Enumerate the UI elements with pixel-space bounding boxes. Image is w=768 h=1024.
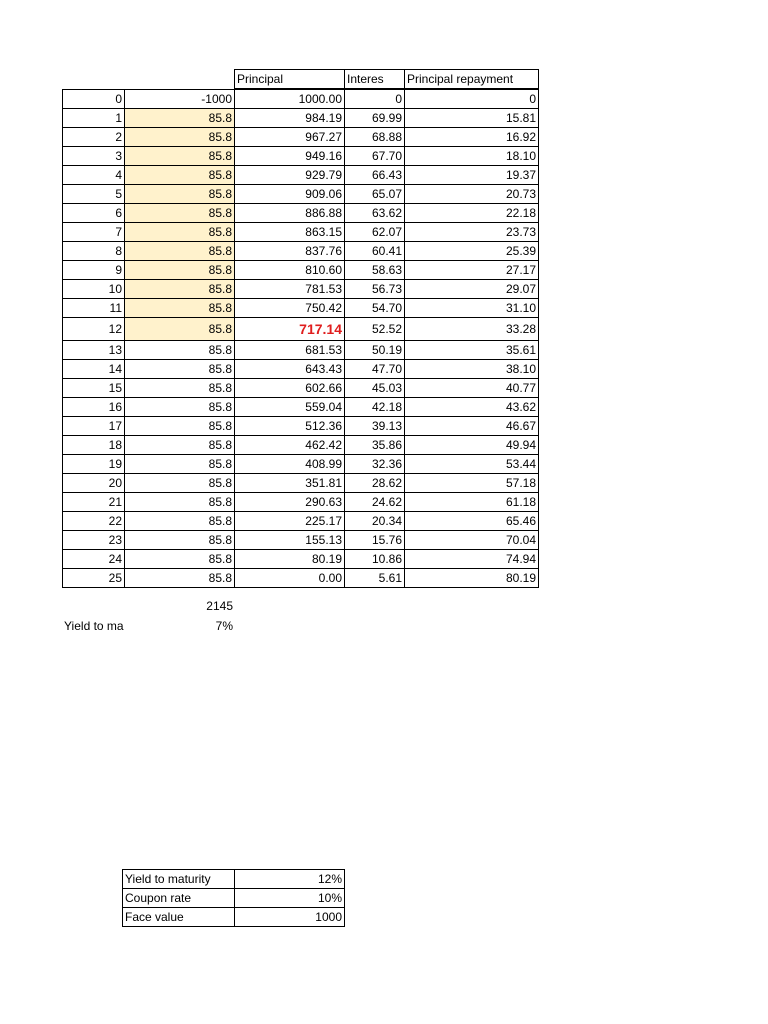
period-cell[interactable]: 8 — [62, 241, 125, 261]
param-coupon-label[interactable]: Coupon rate — [122, 888, 235, 908]
period-cell[interactable]: 20 — [62, 473, 125, 493]
repayment-cell[interactable]: 18.10 — [404, 146, 539, 166]
repayment-cell[interactable]: 38.10 — [404, 359, 539, 379]
interest-cell[interactable]: 39.13 — [344, 416, 405, 436]
interest-cell[interactable]: 69.99 — [344, 108, 405, 128]
period-cell[interactable]: 5 — [62, 184, 125, 204]
principal-cell[interactable]: 717.14 — [234, 317, 345, 341]
repayment-cell[interactable]: 65.46 — [404, 511, 539, 531]
principal-cell[interactable]: 351.81 — [234, 473, 345, 493]
period-cell[interactable]: 6 — [62, 203, 125, 223]
principal-cell[interactable]: 559.04 — [234, 397, 345, 417]
period-cell[interactable]: 11 — [62, 298, 125, 318]
interest-cell[interactable]: 5.61 — [344, 568, 405, 588]
repayment-cell[interactable]: 61.18 — [404, 492, 539, 512]
period-cell[interactable]: 15 — [62, 378, 125, 398]
cashflow-sum[interactable]: 2145 — [206, 599, 233, 613]
interest-cell[interactable]: 68.88 — [344, 127, 405, 147]
period-cell[interactable]: 7 — [62, 222, 125, 242]
cashflow-cell[interactable]: 85.8 — [124, 279, 235, 299]
period-cell[interactable]: 22 — [62, 511, 125, 531]
cashflow-cell[interactable]: 85.8 — [124, 435, 235, 455]
cashflow-cell[interactable]: 85.8 — [124, 416, 235, 436]
param-ytm-value[interactable]: 12% — [234, 869, 345, 889]
interest-cell[interactable]: 52.52 — [344, 317, 405, 341]
param-face-value[interactable]: 1000 — [234, 907, 345, 927]
principal-cell[interactable]: 929.79 — [234, 165, 345, 185]
repayment-cell[interactable]: 15.81 — [404, 108, 539, 128]
ytm-short-value[interactable]: 7% — [215, 619, 233, 633]
repayment-cell[interactable]: 31.10 — [404, 298, 539, 318]
repayment-cell[interactable]: 49.94 — [404, 435, 539, 455]
interest-cell[interactable]: 58.63 — [344, 260, 405, 280]
repayment-cell[interactable]: 19.37 — [404, 165, 539, 185]
cashflow-cell[interactable]: 85.8 — [124, 165, 235, 185]
cashflow-cell[interactable]: 85.8 — [124, 549, 235, 569]
cashflow-cell[interactable]: 85.8 — [124, 473, 235, 493]
principal-cell[interactable]: 967.27 — [234, 127, 345, 147]
period-cell[interactable]: 4 — [62, 165, 125, 185]
principal-cell[interactable]: 781.53 — [234, 279, 345, 299]
repayment-cell[interactable]: 53.44 — [404, 454, 539, 474]
interest-cell[interactable]: 47.70 — [344, 359, 405, 379]
repayment-cell[interactable]: 25.39 — [404, 241, 539, 261]
period-cell[interactable]: 2 — [62, 127, 125, 147]
cashflow-cell[interactable]: 85.8 — [124, 530, 235, 550]
repayment-cell[interactable]: 16.92 — [404, 127, 539, 147]
principal-cell[interactable]: 155.13 — [234, 530, 345, 550]
interest-cell[interactable]: 65.07 — [344, 184, 405, 204]
principal-cell[interactable]: 512.36 — [234, 416, 345, 436]
period-cell[interactable]: 13 — [62, 340, 125, 360]
cashflow-cell[interactable]: 85.8 — [124, 568, 235, 588]
interest-cell[interactable]: 32.36 — [344, 454, 405, 474]
interest-cell[interactable]: 60.41 — [344, 241, 405, 261]
principal-cell[interactable]: 863.15 — [234, 222, 345, 242]
repayment-cell[interactable]: 74.94 — [404, 549, 539, 569]
principal-cell[interactable]: 837.76 — [234, 241, 345, 261]
principal-cell[interactable]: 810.60 — [234, 260, 345, 280]
cashflow-cell[interactable]: 85.8 — [124, 222, 235, 242]
repayment-cell[interactable]: 46.67 — [404, 416, 539, 436]
principal-cell[interactable]: 886.88 — [234, 203, 345, 223]
cashflow-cell[interactable]: 85.8 — [124, 298, 235, 318]
interest-cell[interactable]: 50.19 — [344, 340, 405, 360]
principal-cell[interactable]: 681.53 — [234, 340, 345, 360]
interest-cell[interactable]: 28.62 — [344, 473, 405, 493]
cashflow-cell[interactable]: 85.8 — [124, 397, 235, 417]
interest-cell[interactable]: 63.62 — [344, 203, 405, 223]
repayment-cell[interactable]: 43.62 — [404, 397, 539, 417]
period-cell[interactable]: 19 — [62, 454, 125, 474]
header-interest[interactable]: Interes — [344, 69, 405, 89]
period-cell[interactable]: 14 — [62, 359, 125, 379]
repayment-cell[interactable]: 57.18 — [404, 473, 539, 493]
cashflow-cell[interactable]: 85.8 — [124, 359, 235, 379]
interest-cell[interactable]: 45.03 — [344, 378, 405, 398]
cashflow-cell[interactable]: 85.8 — [124, 241, 235, 261]
cashflow-cell[interactable]: 85.8 — [124, 492, 235, 512]
period-cell[interactable]: 21 — [62, 492, 125, 512]
period-cell[interactable]: 1 — [62, 108, 125, 128]
principal-cell[interactable]: 909.06 — [234, 184, 345, 204]
principal-cell[interactable]: 984.19 — [234, 108, 345, 128]
repayment-cell[interactable]: 35.61 — [404, 340, 539, 360]
cashflow-cell[interactable]: 85.8 — [124, 146, 235, 166]
interest-cell[interactable]: 42.18 — [344, 397, 405, 417]
period-cell[interactable]: 12 — [62, 317, 125, 341]
repayment-cell[interactable]: 27.17 — [404, 260, 539, 280]
principal-cell[interactable]: 225.17 — [234, 511, 345, 531]
period-cell[interactable]: 9 — [62, 260, 125, 280]
interest-cell[interactable]: 10.86 — [344, 549, 405, 569]
cashflow-cell[interactable]: 85.8 — [124, 317, 235, 341]
principal-cell[interactable]: 949.16 — [234, 146, 345, 166]
period-cell[interactable]: 10 — [62, 279, 125, 299]
repayment-cell[interactable]: 22.18 — [404, 203, 539, 223]
period-cell[interactable]: 0 — [62, 89, 125, 109]
period-cell[interactable]: 16 — [62, 397, 125, 417]
ytm-short-label[interactable]: Yield to ma — [64, 619, 124, 633]
cashflow-cell[interactable]: 85.8 — [124, 340, 235, 360]
period-cell[interactable]: 23 — [62, 530, 125, 550]
interest-cell[interactable]: 67.70 — [344, 146, 405, 166]
repayment-cell[interactable]: 23.73 — [404, 222, 539, 242]
param-face-label[interactable]: Face value — [122, 907, 235, 927]
principal-cell[interactable]: 750.42 — [234, 298, 345, 318]
principal-cell[interactable]: 462.42 — [234, 435, 345, 455]
interest-cell[interactable]: 66.43 — [344, 165, 405, 185]
cashflow-cell[interactable]: 85.8 — [124, 127, 235, 147]
interest-cell[interactable]: 20.34 — [344, 511, 405, 531]
cashflow-cell[interactable]: 85.8 — [124, 511, 235, 531]
header-principal[interactable]: Principal — [234, 69, 345, 89]
period-cell[interactable]: 24 — [62, 549, 125, 569]
interest-cell[interactable]: 15.76 — [344, 530, 405, 550]
period-cell[interactable]: 18 — [62, 435, 125, 455]
cashflow-cell[interactable]: 85.8 — [124, 108, 235, 128]
principal-cell[interactable]: 0.00 — [234, 568, 345, 588]
interest-cell[interactable]: 62.07 — [344, 222, 405, 242]
repayment-cell[interactable]: 20.73 — [404, 184, 539, 204]
principal-cell[interactable]: 80.19 — [234, 549, 345, 569]
cashflow-cell[interactable]: 85.8 — [124, 378, 235, 398]
param-ytm-label[interactable]: Yield to maturity — [122, 869, 235, 889]
period-cell[interactable]: 3 — [62, 146, 125, 166]
interest-cell[interactable]: 35.86 — [344, 435, 405, 455]
cashflow-cell[interactable]: 85.8 — [124, 184, 235, 204]
repayment-cell[interactable]: 33.28 — [404, 317, 539, 341]
principal-cell[interactable]: 602.66 — [234, 378, 345, 398]
cashflow-cell[interactable]: 85.8 — [124, 260, 235, 280]
cashflow-cell[interactable]: -1000 — [124, 89, 235, 109]
interest-cell[interactable]: 24.62 — [344, 492, 405, 512]
principal-cell[interactable]: 408.99 — [234, 454, 345, 474]
period-cell[interactable]: 17 — [62, 416, 125, 436]
cashflow-cell[interactable]: 85.8 — [124, 203, 235, 223]
repayment-cell[interactable]: 80.19 — [404, 568, 539, 588]
cashflow-cell[interactable]: 85.8 — [124, 454, 235, 474]
repayment-cell[interactable]: 40.77 — [404, 378, 539, 398]
header-principal-repayment[interactable]: Principal repayment — [404, 69, 539, 89]
repayment-cell[interactable]: 0 — [404, 89, 539, 109]
interest-cell[interactable]: 0 — [344, 89, 405, 109]
param-coupon-value[interactable]: 10% — [234, 888, 345, 908]
interest-cell[interactable]: 54.70 — [344, 298, 405, 318]
period-cell[interactable]: 25 — [62, 568, 125, 588]
principal-cell[interactable]: 1000.00 — [234, 89, 345, 109]
principal-cell[interactable]: 643.43 — [234, 359, 345, 379]
repayment-cell[interactable]: 29.07 — [404, 279, 539, 299]
repayment-cell[interactable]: 70.04 — [404, 530, 539, 550]
principal-cell[interactable]: 290.63 — [234, 492, 345, 512]
interest-cell[interactable]: 56.73 — [344, 279, 405, 299]
